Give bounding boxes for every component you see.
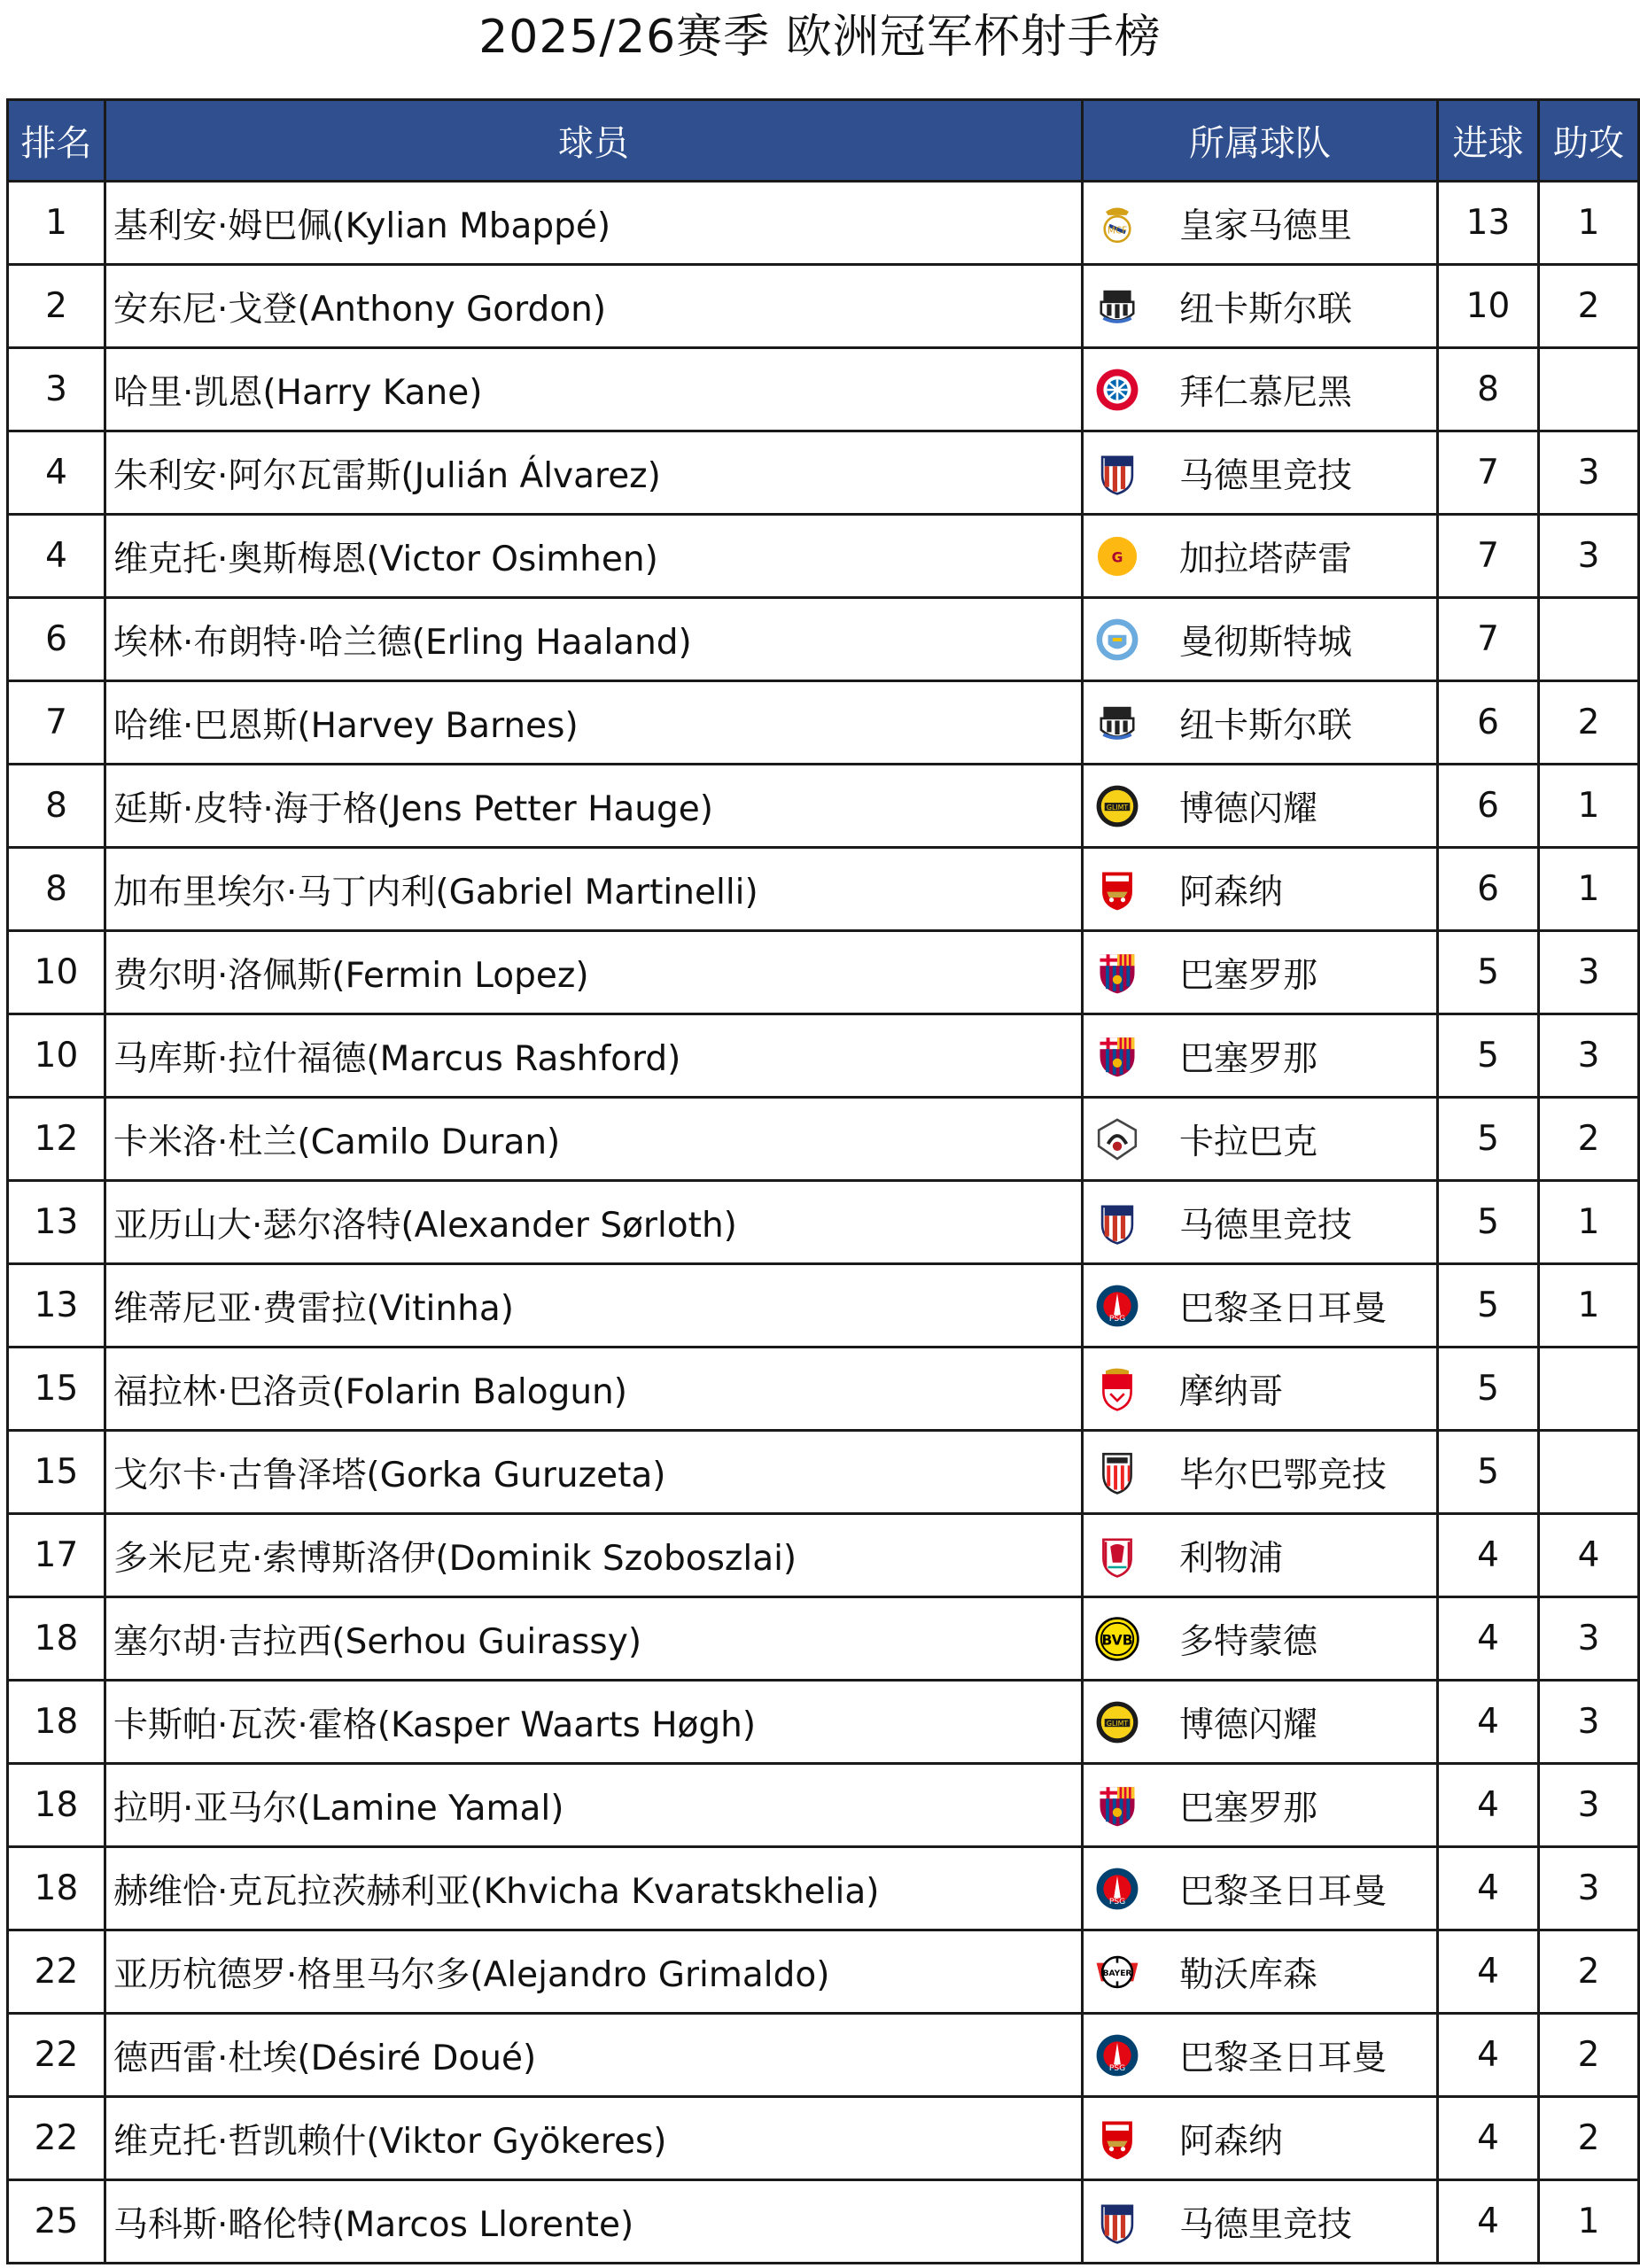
player-cell: 福拉林·巴洛贡(Folarin Balogun) bbox=[105, 1348, 1083, 1431]
team-wrap bbox=[1084, 266, 1436, 346]
table-row bbox=[8, 1681, 1639, 1764]
newcastle-crest-icon bbox=[1094, 700, 1140, 746]
rank-cell: 12 bbox=[8, 1098, 105, 1181]
arsenal-crest-icon bbox=[1094, 2116, 1140, 2162]
team-cell bbox=[1083, 1514, 1438, 1597]
table-body bbox=[8, 182, 1639, 2264]
dortmund-crest-icon bbox=[1094, 1616, 1140, 1662]
table-row bbox=[8, 848, 1639, 931]
team-cell bbox=[1083, 1847, 1438, 1930]
rank-cell: 3 bbox=[8, 348, 105, 431]
team-cell bbox=[1083, 348, 1438, 431]
team-cell bbox=[1083, 431, 1438, 515]
team-name: 巴黎圣日耳曼 bbox=[1179, 1871, 1387, 1912]
goals-cell: 4 bbox=[1438, 2014, 1539, 2097]
player-cell: 加布里埃尔·马丁内利(Gabriel Martinelli) bbox=[105, 848, 1083, 931]
atletico-crest-icon bbox=[1094, 450, 1140, 496]
team-name: 巴塞罗那 bbox=[1179, 955, 1318, 996]
team-name: 加拉塔萨雷 bbox=[1179, 539, 1353, 579]
rank-cell: 13 bbox=[8, 1181, 105, 1264]
goals-cell: 5 bbox=[1438, 931, 1539, 1014]
rank-cell: 1 bbox=[8, 182, 105, 265]
team-name: 巴黎圣日耳曼 bbox=[1179, 2038, 1387, 2078]
assists-cell: 1 bbox=[1539, 182, 1639, 265]
team-name: 皇家马德里 bbox=[1179, 206, 1353, 246]
player-cell: 戈尔卡·古鲁泽塔(Gorka Guruzeta) bbox=[105, 1431, 1083, 1514]
table-row bbox=[8, 265, 1639, 348]
svg-text:PSG: PSG bbox=[1108, 2063, 1126, 2073]
header-assists: 助攻 bbox=[1539, 100, 1639, 182]
rank-cell: 15 bbox=[8, 1348, 105, 1431]
team-wrap bbox=[1084, 682, 1436, 763]
assists-cell bbox=[1539, 1431, 1639, 1514]
team-wrap bbox=[1084, 183, 1436, 263]
monaco-crest-icon bbox=[1094, 1366, 1140, 1412]
goals-cell: 7 bbox=[1438, 431, 1539, 515]
bayern-crest-icon bbox=[1094, 367, 1140, 413]
table-row bbox=[8, 598, 1639, 681]
player-cell: 多米尼克·索博斯洛伊(Dominik Szoboszlai) bbox=[105, 1514, 1083, 1597]
team-name: 多特蒙德 bbox=[1179, 1621, 1318, 1662]
team-name: 摩纳哥 bbox=[1179, 1371, 1284, 1412]
assists-cell: 3 bbox=[1539, 1597, 1639, 1681]
scorers-table bbox=[6, 98, 1640, 2264]
team-name: 马德里竞技 bbox=[1179, 1205, 1353, 1246]
goals-cell: 4 bbox=[1438, 1681, 1539, 1764]
rank-cell: 18 bbox=[8, 1597, 105, 1681]
svg-text:GLIMT: GLIMT bbox=[1106, 1719, 1129, 1728]
player-cell: 马库斯·拉什福德(Marcus Rashford) bbox=[105, 1014, 1083, 1098]
team-name: 毕尔巴鄂竞技 bbox=[1179, 1455, 1387, 1495]
svg-text:PSG: PSG bbox=[1108, 1314, 1126, 1324]
player-cell: 延斯·皮特·海于格(Jens Petter Hauge) bbox=[105, 765, 1083, 848]
team-cell bbox=[1083, 681, 1438, 765]
team-name: 勒沃库森 bbox=[1179, 1954, 1318, 1995]
svg-text:BVB: BVB bbox=[1101, 1632, 1133, 1648]
team-name: 阿森纳 bbox=[1179, 872, 1284, 913]
assists-cell: 2 bbox=[1539, 681, 1639, 765]
team-wrap bbox=[1084, 1348, 1436, 1429]
player-cell: 德西雷·杜埃(Désiré Doué) bbox=[105, 2014, 1083, 2097]
assists-cell: 2 bbox=[1539, 1930, 1639, 2014]
bodo-glimt-crest-icon bbox=[1094, 783, 1140, 829]
goals-cell: 8 bbox=[1438, 348, 1539, 431]
rank-cell: 22 bbox=[8, 1930, 105, 2014]
arsenal-crest-icon bbox=[1094, 866, 1140, 913]
goals-cell: 5 bbox=[1438, 1264, 1539, 1348]
rank-cell: 4 bbox=[8, 515, 105, 598]
team-name: 马德里竞技 bbox=[1179, 2204, 1353, 2245]
rank-cell: 7 bbox=[8, 681, 105, 765]
team-wrap bbox=[1084, 1432, 1436, 1512]
team-cell bbox=[1083, 1014, 1438, 1098]
barcelona-crest-icon bbox=[1094, 950, 1140, 996]
table-row bbox=[8, 2180, 1639, 2264]
athletic-bilbao-crest-icon bbox=[1094, 1449, 1140, 1495]
team-wrap bbox=[1084, 1682, 1436, 1762]
team-name: 拜仁慕尼黑 bbox=[1179, 372, 1353, 413]
team-name: 博德闪耀 bbox=[1179, 788, 1318, 829]
team-name: 阿森纳 bbox=[1179, 2121, 1284, 2162]
team-cell bbox=[1083, 1930, 1438, 2014]
assists-cell: 3 bbox=[1539, 1847, 1639, 1930]
rank-cell: 15 bbox=[8, 1431, 105, 1514]
team-cell bbox=[1083, 1431, 1438, 1514]
player-cell: 亚历山大·瑟尔洛特(Alexander Sørloth) bbox=[105, 1181, 1083, 1264]
goals-cell: 4 bbox=[1438, 1847, 1539, 1930]
table-row bbox=[8, 1264, 1639, 1348]
goals-cell: 4 bbox=[1438, 1597, 1539, 1681]
player-cell: 维克托·哲凯赖什(Viktor Gyökeres) bbox=[105, 2097, 1083, 2180]
team-cell bbox=[1083, 515, 1438, 598]
bodo-glimt-crest-icon bbox=[1094, 1699, 1140, 1745]
player-cell: 朱利安·阿尔瓦雷斯(Julián Álvarez) bbox=[105, 431, 1083, 515]
goals-cell: 5 bbox=[1438, 1431, 1539, 1514]
player-cell: 拉明·亚马尔(Lamine Yamal) bbox=[105, 1764, 1083, 1847]
rank-cell: 18 bbox=[8, 1681, 105, 1764]
team-name: 卡拉巴克 bbox=[1179, 1122, 1318, 1162]
qarabag-crest-icon bbox=[1094, 1116, 1140, 1162]
table-row bbox=[8, 2014, 1639, 2097]
rank-cell: 8 bbox=[8, 848, 105, 931]
team-name: 纽卡斯尔联 bbox=[1179, 705, 1353, 746]
team-cell bbox=[1083, 265, 1438, 348]
header-row bbox=[8, 100, 1639, 182]
player-cell: 维克托·奥斯梅恩(Victor Osimhen) bbox=[105, 515, 1083, 598]
team-cell bbox=[1083, 1098, 1438, 1181]
rank-cell: 10 bbox=[8, 1014, 105, 1098]
rank-cell: 10 bbox=[8, 931, 105, 1014]
team-wrap bbox=[1084, 599, 1436, 680]
player-cell: 马科斯·略伦特(Marcos Llorente) bbox=[105, 2180, 1083, 2264]
liverpool-crest-icon bbox=[1094, 1533, 1140, 1579]
table-row bbox=[8, 1597, 1639, 1681]
table-row bbox=[8, 1098, 1639, 1181]
table-row bbox=[8, 182, 1639, 265]
rank-cell: 18 bbox=[8, 1764, 105, 1847]
player-cell: 费尔明·洛佩斯(Fermin Lopez) bbox=[105, 931, 1083, 1014]
team-cell bbox=[1083, 1764, 1438, 1847]
player-cell: 安东尼·戈登(Anthony Gordon) bbox=[105, 265, 1083, 348]
team-wrap bbox=[1084, 1015, 1436, 1096]
svg-text:GLIMT: GLIMT bbox=[1106, 803, 1129, 812]
team-cell bbox=[1083, 2180, 1438, 2264]
goals-cell: 6 bbox=[1438, 848, 1539, 931]
svg-text:BAYER: BAYER bbox=[1102, 1969, 1132, 1978]
svg-text:MCF: MCF bbox=[1107, 225, 1128, 237]
assists-cell: 3 bbox=[1539, 1764, 1639, 1847]
team-wrap bbox=[1084, 2181, 1436, 2262]
atletico-crest-icon bbox=[1094, 1200, 1140, 1246]
team-cell bbox=[1083, 2014, 1438, 2097]
team-name: 纽卡斯尔联 bbox=[1179, 289, 1353, 330]
rank-cell: 8 bbox=[8, 765, 105, 848]
leverkusen-crest-icon bbox=[1094, 1949, 1140, 1995]
header-team: 所属球队 bbox=[1083, 100, 1438, 182]
team-wrap bbox=[1084, 1099, 1436, 1179]
team-cell bbox=[1083, 2097, 1438, 2180]
assists-cell bbox=[1539, 348, 1639, 431]
team-wrap bbox=[1084, 849, 1436, 929]
goals-cell: 4 bbox=[1438, 1764, 1539, 1847]
header-rank: 排名 bbox=[8, 100, 105, 182]
newcastle-crest-icon bbox=[1094, 284, 1140, 330]
rank-cell: 4 bbox=[8, 431, 105, 515]
rank-cell: 22 bbox=[8, 2014, 105, 2097]
team-cell bbox=[1083, 1348, 1438, 1431]
barcelona-crest-icon bbox=[1094, 1033, 1140, 1079]
assists-cell: 3 bbox=[1539, 1014, 1639, 1098]
table-row bbox=[8, 431, 1639, 515]
psg-crest-icon bbox=[1094, 1283, 1140, 1329]
player-cell: 哈维·巴恩斯(Harvey Barnes) bbox=[105, 681, 1083, 765]
team-cell bbox=[1083, 1681, 1438, 1764]
table-row bbox=[8, 1847, 1639, 1930]
team-cell bbox=[1083, 1597, 1438, 1681]
team-cell bbox=[1083, 765, 1438, 848]
team-name: 马德里竞技 bbox=[1179, 455, 1353, 496]
player-cell: 维蒂尼亚·费雷拉(Vitinha) bbox=[105, 1264, 1083, 1348]
assists-cell: 1 bbox=[1539, 1181, 1639, 1264]
team-name: 博德闪耀 bbox=[1179, 1705, 1318, 1745]
assists-cell: 2 bbox=[1539, 2014, 1639, 2097]
goals-cell: 5 bbox=[1438, 1098, 1539, 1181]
team-wrap bbox=[1084, 1931, 1436, 2012]
player-cell: 塞尔胡·吉拉西(Serhou Guirassy) bbox=[105, 1597, 1083, 1681]
assists-cell: 4 bbox=[1539, 1514, 1639, 1597]
goals-cell: 6 bbox=[1438, 681, 1539, 765]
goals-cell: 7 bbox=[1438, 515, 1539, 598]
assists-cell: 1 bbox=[1539, 765, 1639, 848]
assists-cell: 1 bbox=[1539, 848, 1639, 931]
team-cell bbox=[1083, 598, 1438, 681]
assists-cell: 3 bbox=[1539, 1681, 1639, 1764]
table-row bbox=[8, 515, 1639, 598]
table-row bbox=[8, 1348, 1639, 1431]
psg-crest-icon bbox=[1094, 1866, 1140, 1912]
table-row bbox=[8, 348, 1639, 431]
team-wrap bbox=[1084, 349, 1436, 430]
player-cell: 赫维恰·克瓦拉茨赫利亚(Khvicha Kvaratskhelia) bbox=[105, 1847, 1083, 1930]
team-name: 巴黎圣日耳曼 bbox=[1179, 1288, 1387, 1329]
assists-cell: 2 bbox=[1539, 2097, 1639, 2180]
team-cell bbox=[1083, 182, 1438, 265]
player-cell: 卡斯帕·瓦茨·霍格(Kasper Waarts Høgh) bbox=[105, 1681, 1083, 1764]
header-player: 球员 bbox=[105, 100, 1083, 182]
goals-cell: 7 bbox=[1438, 598, 1539, 681]
psg-crest-icon bbox=[1094, 2032, 1140, 2078]
team-name: 巴塞罗那 bbox=[1179, 1038, 1318, 1079]
assists-cell: 3 bbox=[1539, 515, 1639, 598]
assists-cell: 3 bbox=[1539, 931, 1639, 1014]
rank-cell: 13 bbox=[8, 1264, 105, 1348]
team-wrap bbox=[1084, 1265, 1436, 1346]
svg-text:G: G bbox=[1111, 549, 1123, 565]
goals-cell: 4 bbox=[1438, 2180, 1539, 2264]
table-row bbox=[8, 1930, 1639, 2014]
table-row bbox=[8, 1014, 1639, 1098]
assists-cell: 1 bbox=[1539, 1264, 1639, 1348]
team-name: 利物浦 bbox=[1179, 1538, 1284, 1579]
assists-cell: 1 bbox=[1539, 2180, 1639, 2264]
goals-cell: 5 bbox=[1438, 1348, 1539, 1431]
assists-cell: 3 bbox=[1539, 431, 1639, 515]
player-cell: 亚历杭德罗·格里马尔多(Alejandro Grimaldo) bbox=[105, 1930, 1083, 2014]
rank-cell: 6 bbox=[8, 598, 105, 681]
team-wrap bbox=[1084, 932, 1436, 1013]
assists-cell: 2 bbox=[1539, 1098, 1639, 1181]
rank-cell: 18 bbox=[8, 1847, 105, 1930]
team-wrap bbox=[1084, 765, 1436, 846]
table-row bbox=[8, 681, 1639, 765]
team-name: 曼彻斯特城 bbox=[1179, 622, 1353, 663]
goals-cell: 4 bbox=[1438, 1930, 1539, 2014]
goals-cell: 4 bbox=[1438, 2097, 1539, 2180]
team-cell bbox=[1083, 1181, 1438, 1264]
team-cell bbox=[1083, 931, 1438, 1014]
rank-cell: 22 bbox=[8, 2097, 105, 2180]
table-row bbox=[8, 1514, 1639, 1597]
goals-cell: 4 bbox=[1438, 1514, 1539, 1597]
team-wrap bbox=[1084, 432, 1436, 513]
table-row bbox=[8, 1431, 1639, 1514]
goals-cell: 5 bbox=[1438, 1181, 1539, 1264]
team-cell bbox=[1083, 848, 1438, 931]
goals-cell: 6 bbox=[1438, 765, 1539, 848]
table-row bbox=[8, 931, 1639, 1014]
table-row bbox=[8, 2097, 1639, 2180]
team-wrap bbox=[1084, 2098, 1436, 2179]
player-cell: 哈里·凯恩(Harry Kane) bbox=[105, 348, 1083, 431]
rank-cell: 25 bbox=[8, 2180, 105, 2264]
galatasaray-crest-icon bbox=[1094, 533, 1140, 579]
table-row bbox=[8, 765, 1639, 848]
barcelona-crest-icon bbox=[1094, 1783, 1140, 1829]
team-wrap bbox=[1084, 1182, 1436, 1262]
team-wrap bbox=[1084, 1598, 1436, 1679]
player-cell: 卡米洛·杜兰(Camilo Duran) bbox=[105, 1098, 1083, 1181]
team-cell bbox=[1083, 1264, 1438, 1348]
team-wrap bbox=[1084, 516, 1436, 596]
goals-cell: 10 bbox=[1438, 265, 1539, 348]
svg-text:PSG: PSG bbox=[1108, 1897, 1126, 1907]
assists-cell: 2 bbox=[1539, 265, 1639, 348]
man-city-crest-icon bbox=[1094, 617, 1140, 663]
player-cell: 基利安·姆巴佩(Kylian Mbappé) bbox=[105, 182, 1083, 265]
team-wrap bbox=[1084, 1848, 1436, 1929]
team-name: 巴塞罗那 bbox=[1179, 1788, 1318, 1829]
rank-cell: 17 bbox=[8, 1514, 105, 1597]
real-madrid-crest-icon bbox=[1094, 200, 1140, 246]
atletico-crest-icon bbox=[1094, 2199, 1140, 2245]
assists-cell bbox=[1539, 1348, 1639, 1431]
table-row bbox=[8, 1764, 1639, 1847]
goals-cell: 13 bbox=[1438, 182, 1539, 265]
table-row bbox=[8, 1181, 1639, 1264]
team-wrap bbox=[1084, 1515, 1436, 1596]
rank-cell: 2 bbox=[8, 265, 105, 348]
team-wrap bbox=[1084, 1765, 1436, 1845]
goals-cell: 5 bbox=[1438, 1014, 1539, 1098]
page-title: 2025/26赛季 欧洲冠军杯射手榜 bbox=[478, 11, 1162, 64]
player-cell: 埃林·布朗特·哈兰德(Erling Haaland) bbox=[105, 598, 1083, 681]
header-goals: 进球 bbox=[1438, 100, 1539, 182]
assists-cell bbox=[1539, 598, 1639, 681]
team-wrap bbox=[1084, 2015, 1436, 2095]
